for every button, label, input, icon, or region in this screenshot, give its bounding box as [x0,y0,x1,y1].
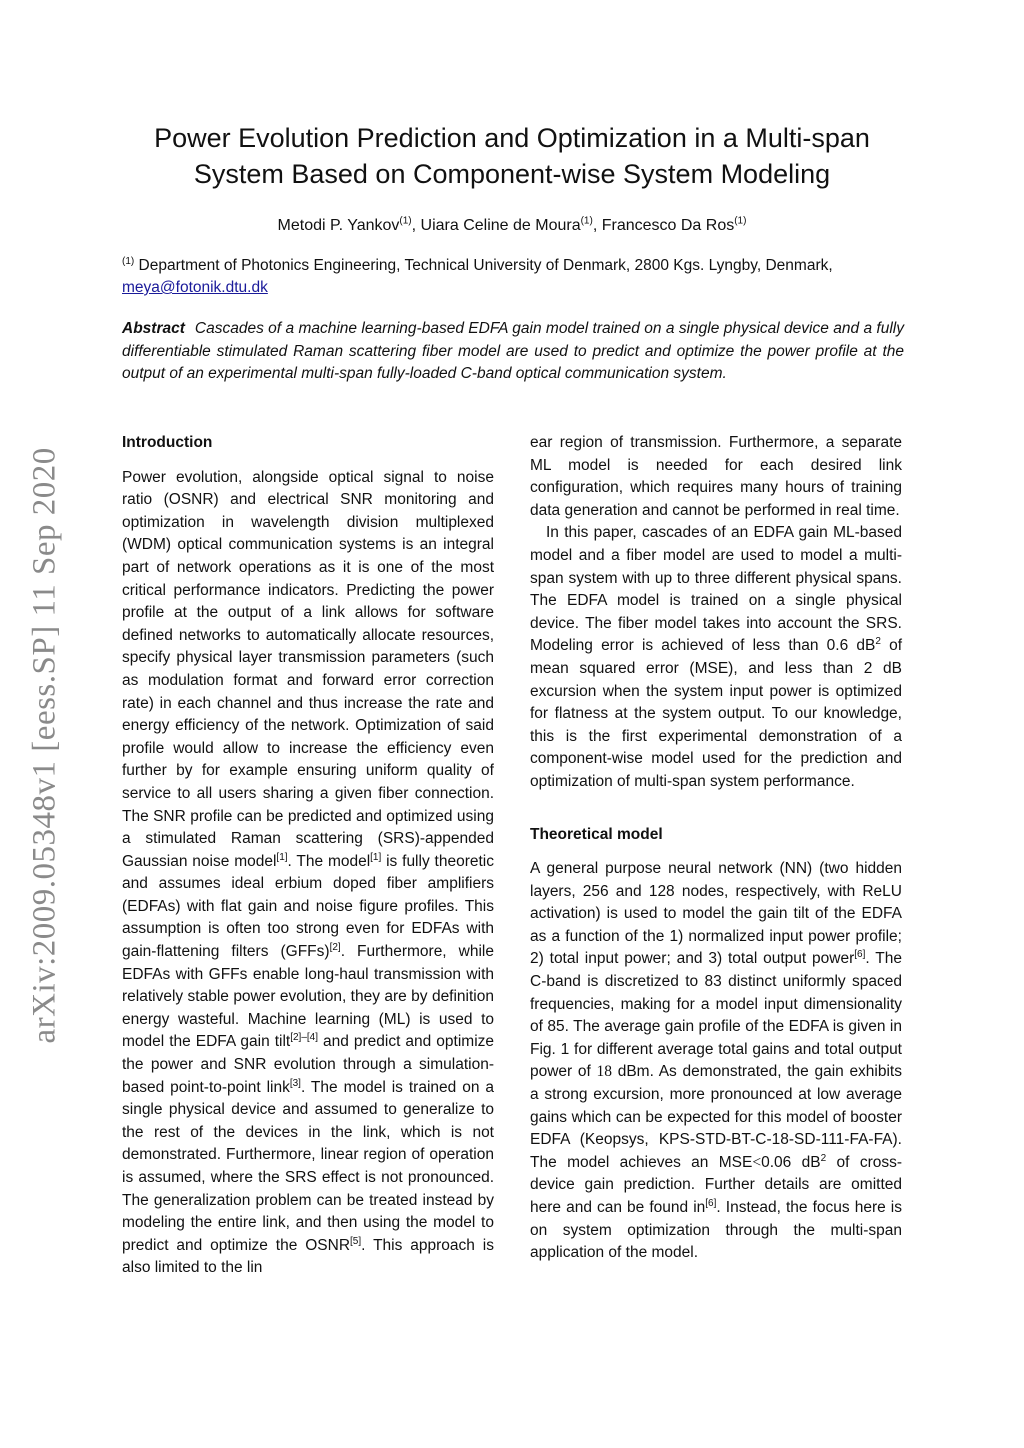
abstract [122,318,904,386]
citation: [6] [705,1197,717,1209]
author-name: Metodi P. Yankov [277,217,400,234]
affiliation-mark: (1) [734,215,747,227]
affiliation-mark: (1) [399,215,412,227]
right-column [530,432,902,1265]
intro-paragraph: Power evolution, alongside optical signal to noise ratio (OSNR) and electrical SNR monitoring and optimization in wavelength division multiplexed (WDM) optical communication systems is an integral part of network operations as it is one of the most critical performance indicators. Predicting the power profile at the output of a link allows for software defined networks to automatically allocate resources, specify physical layer transmission parameters (such as modulation format and forward error correction rate) in each channel and thus increase the rate and energy efficiency of the network. Optimization of said profile would allow to increase the efficiency even further by for example ensuring uniform quality of service to all users sharing a given fiber connection. The SNR profile can be predicted and optimized using a stimulated Raman scattering (SRS)-appended Gaussian noise model[1]. The model[1] is fully theoretic and assumes ideal erbium doped fiber amplifiers (EDFAs) with flat gain and noise figure profiles. This assumption is often too strong even for EDFAs with gain-flattening filters (GFFs)[2]. Furthermore, while EDFAs with GFFs enable long-haul transmission with relatively stable power evolution, they are by definition energy wasteful. Machine learning (ML) is used to model the EDFA gain tilt[2]–[4] and predict and optimize the power and SNR evolution through a simulation-based point-to-point link[3]. The model is trained on a single physical device and assumed to generalize to the rest of the devices in the link, which is not demonstrated. Furthermore, linear region of operation is assumed, where the SRS effect is not pronounced. The generalization problem can be treated instead by modeling the entire link, and then using the model to predict and optimize the OSNR[5]. This approach is also limited to the lin [122,468,495,1277]
arxiv-watermark: arXiv:2009.05348v1 [eess.SP] 11 Sep 2020 [26,447,63,1044]
email-link[interactable]: meya@fotonik.dtu.dk [122,279,268,296]
citation: [5] [350,1235,362,1247]
theory-paragraph: A general purpose neural network (NN) (two hidden layers, 256 and 128 nodes, respectively, with ReLU activation) is used to model the gain tilt of the EDFA as a function of the 1) normalized input power profile; 2) total input power; and 3) total output power[6]. The C-band is discretized to 83 distinct uniformly spaced frequencies, making for a model input dimensionality of 85. The average gain profile of the EDFA is given in Fig. 1 for different average total gains and total output power of 18 dBm. As demonstrated, the gain exhibits a strong excursion, more pronounced at low average gains which can be expected for this model of booster EDFA (Keopsys, KPS-STD-BT-C-18-SD-111-FA-FA). The model achieves an MSE<0.06 $dB^2$ of cross-device gain prediction. Further details are omitted here and can be found in[6]. Instead, the focus here is on system optimization through the multi-span application of the model. [530,860,903,1262]
affiliation-mark: (1) [580,215,593,227]
intro-paragraph-continued: ear region of transmission. Furthermore, a separate ML model is needed for each desired link configuration, which requires many hours of training data generation and cannot be performed in real time. [530,434,902,519]
affiliation [122,255,904,299]
citation: [2]–[4] [290,1032,319,1044]
citation: [1] [370,851,382,863]
citation: [3] [289,1077,301,1089]
left-column [122,432,494,1280]
author-name: Uiara Celine de Moura [420,217,581,234]
section-heading-introduction: Introduction [122,434,213,451]
citation: [6] [854,949,866,961]
author-list: Metodi P. Yankov$^{(1)}$, Uiara Celine de Moura$^{(1)}$, Francesco Da Ros$^{(1)}$ [277,215,747,234]
intro-paragraph: In this paper, cascades of an EDFA gain ML-based model and a fiber model are used to model a multi-span system with up to three different physical spans. The EDFA model is trained on a single physical device. The fiber model takes into account the SRS. Modeling error is achieved of less than 0.6 $dB^2$ of mean squared error (MSE), and less than 2 dB excursion when the system input power is optimized for flatness at the system output. To our knowledge, this is the first experimental demonstration of a component-wise model used for the prediction and optimization of multi-span system performance. [530,524,902,790]
paper-title: Power Evolution Prediction and Optimization in a Multi-span System Based on Component-wise System Modeling [154,123,870,189]
affiliation-text: Department of Photonics Engineering, Technical University of Denmark, 2800 Kgs. Lyngby, Denmark, [138,257,833,274]
section-heading-theoretical-model: Theoretical model [530,825,663,843]
author-name: Francesco Da Ros [601,217,735,234]
affiliation-mark: (1) [122,255,135,267]
citation: [1] [276,851,288,863]
abstract-label: Abstract [122,320,185,337]
abstract-text: Cascades of a machine learning-based EDFA gain model trained on a single physical device and a fully differentiable stimulated Raman scattering fiber model are used to predict and optimize the power profile at the output of an experimental multi-span fully-loaded C-band optical communication system. [122,320,904,383]
citation: [2] [329,941,341,953]
